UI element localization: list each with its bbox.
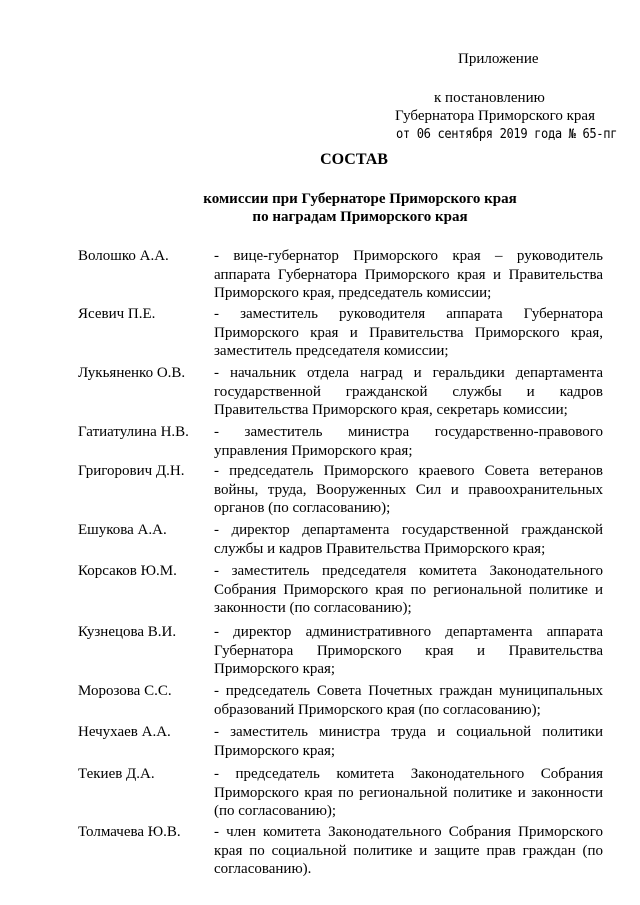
member-name: Текиев Д.А. xyxy=(78,766,155,782)
member-name: Корсаков Ю.М. xyxy=(78,563,177,579)
member-name: Нечухаев А.А. xyxy=(78,724,171,740)
document-title: СОСТАВ xyxy=(320,151,388,168)
member-role: - председатель Совета Почетных граждан муниципальных образований Приморского края (по согласованию); xyxy=(214,683,603,718)
member-role: - директор департамента государственной гражданской службы и кадров Правительства Приморского края; xyxy=(214,522,603,557)
member-role: - председатель Приморского краевого Совета ветеранов войны, труда, Вооруженных Сил и правоохранительных органов (по согласованию); xyxy=(214,463,603,516)
member-name: Морозова С.С. xyxy=(78,683,172,699)
member-name: Лукьяненко О.В. xyxy=(78,365,186,381)
decree-date-number: от 06 сентября 2019 года № 65-пг xyxy=(396,127,618,142)
member-role: - директор административного департамента аппарата Губернатора Приморского края и Правительства Приморского края; xyxy=(214,624,603,677)
member-name: Ешукова А.А. xyxy=(78,522,167,538)
member-role: - начальник отдела наград и геральдики департамента государственной гражданской службы и кадров Правительства Приморского края, секретарь комиссии; xyxy=(214,365,603,418)
subtitle-line-2: по наградам Приморского края xyxy=(252,209,468,225)
member-role: - заместитель председателя комитета Законодательного Собрания Приморского края по региональной политике и законности (по согласованию); xyxy=(214,563,603,616)
member-name: Гатиатулина Н.В. xyxy=(78,424,189,440)
member-role: - член комитета Законодательного Собрания Приморского края по социальной политике и защите прав граждан (по согласованию). xyxy=(214,824,603,877)
member-name: Толмачева Ю.В. xyxy=(78,824,181,840)
to-decree-label: к постановлению xyxy=(434,90,545,106)
subtitle-line-1: комиссии при Губернаторе Приморского края xyxy=(203,191,517,207)
member-name: Ясевич П.Е. xyxy=(78,306,156,322)
member-role: - вице-губернатор Приморского края – руководитель аппарата Губернатора Приморского края и Правительства Приморского края, председатель комиссии; xyxy=(214,248,603,301)
member-name: Волошко А.А. xyxy=(78,248,169,264)
document-subtitle xyxy=(0,190,640,226)
member-role: - заместитель министра труда и социальной политики Приморского края; xyxy=(214,724,603,759)
member-role: - председатель комитета Законодательного Собрания Приморского края по региональной политике и законности (по согласованию); xyxy=(214,766,603,819)
appendix-label: Приложение xyxy=(458,51,539,67)
member-name: Григорович Д.Н. xyxy=(78,463,185,479)
governor-label: Губернатора Приморского края xyxy=(395,108,595,124)
member-name: Кузнецова В.И. xyxy=(78,624,177,640)
member-role: - заместитель министра государственно-правового управления Приморского края; xyxy=(214,424,603,459)
member-role: - заместитель руководителя аппарата Губернатора Приморского края и Правительства Приморского края, заместитель председателя комиссии; xyxy=(214,306,603,359)
